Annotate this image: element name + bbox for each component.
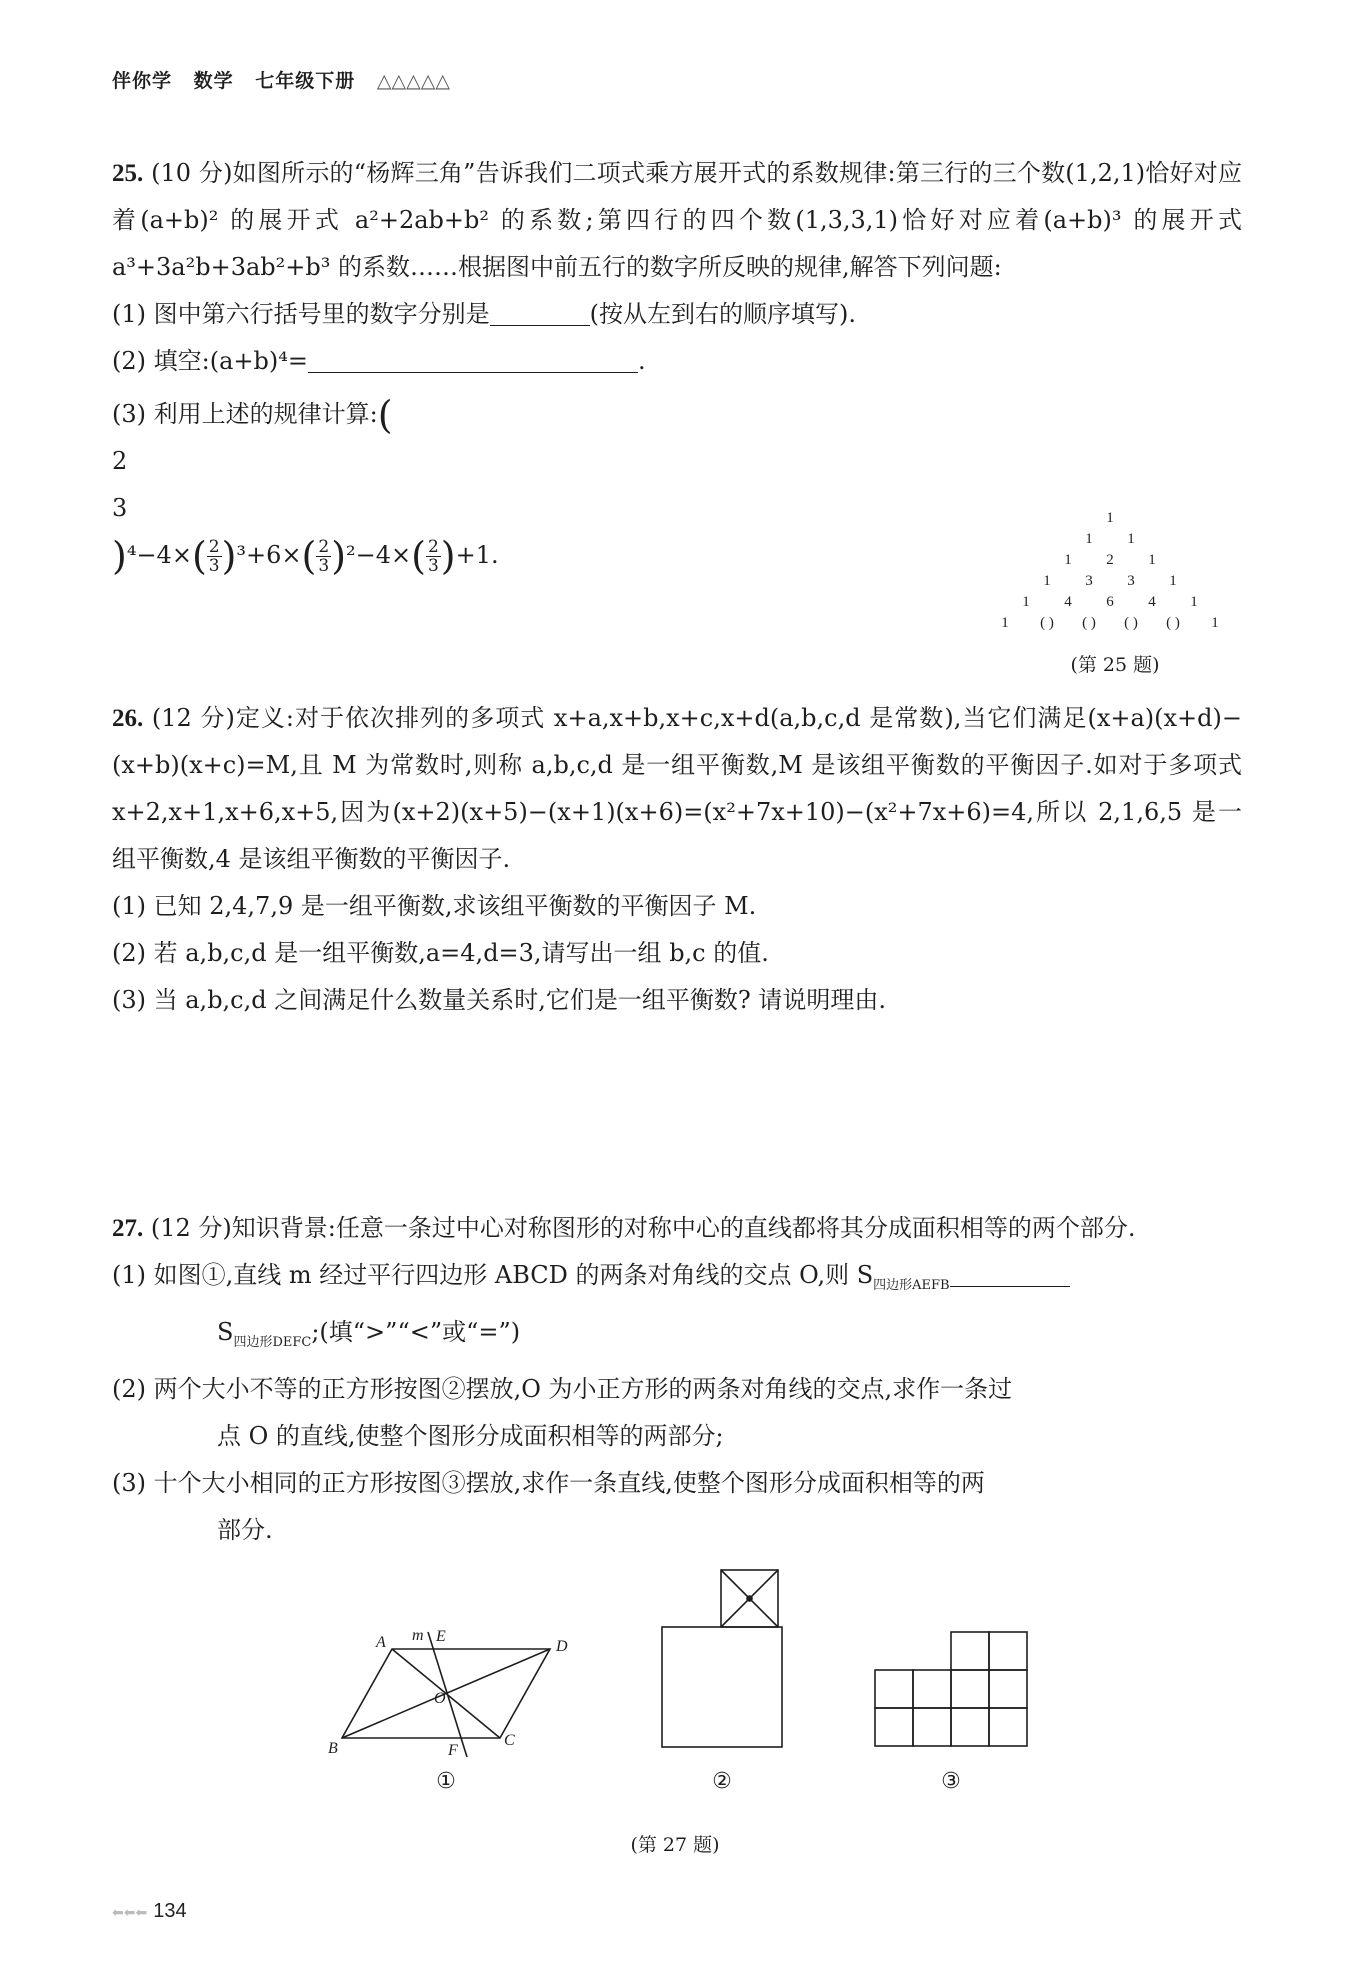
page-number: 134 — [153, 1900, 187, 1922]
grid-cell — [951, 1632, 989, 1670]
triangle-entry: 1 — [1043, 573, 1051, 589]
figure-2-number: ② — [712, 1769, 732, 1794]
expr-part: ³+6× — [236, 541, 302, 569]
triangle-entry: 3 — [1085, 573, 1093, 589]
question-number: 25. — [112, 160, 144, 187]
triangle-entry: 1 — [1127, 531, 1135, 547]
fraction — [426, 538, 441, 575]
figure-3-number: ③ — [941, 1769, 961, 1794]
triangle-entry: 1 — [1148, 552, 1156, 568]
label-d: D — [556, 1638, 568, 1655]
triangle-svg — [990, 508, 1230, 638]
large-square — [662, 1627, 782, 1747]
part-2-cont: 点 O 的直线,使整个图形分成面积相等的两部分; — [217, 1421, 724, 1450]
question-stem: (12 分)知识背景:任意一条过中心对称图形的对称中心的直线都将其分成面积相等的两个部分. — [150, 1214, 1136, 1242]
label-c: C — [504, 1732, 515, 1749]
grid-cell — [951, 1708, 989, 1746]
question-number: 27. — [112, 1215, 144, 1242]
grid-cell — [913, 1708, 951, 1746]
part-2 — [112, 338, 1242, 385]
page-header — [112, 66, 464, 93]
label-f: F — [448, 1742, 458, 1759]
triangle-entry: ( ) — [1166, 615, 1180, 631]
part-1-tail: ;(填“>”“<”或“=”) — [311, 1317, 521, 1346]
subject-label: 数学 — [193, 70, 234, 92]
fraction — [207, 538, 222, 575]
expr-part: ⁴−4× — [126, 541, 192, 569]
fraction — [316, 538, 331, 575]
grid-cell — [989, 1708, 1027, 1746]
triangle-entry: 4 — [1064, 594, 1072, 610]
question-stem: (12 分)定义:对于依次排列的多项式 x+a,x+b,x+c,x+d(a,b,c,d 是常数),当它们满足(x+a)(x+d)−(x+b)(x+c)=M,且 M 为常数时,则称 a,b,c,d 是一组平衡数,M 是该组平衡数的平衡因子.如对于多项式 x+2,x+1,x+6,x+5,因为(x+2)(x+5)−(x+1)(x+6)=(x²+7x+10)−(x²+7x+6)=4,所以 2,1,6,5 是一组平衡数,4 是该组平衡数的平衡因子. — [112, 704, 1242, 873]
triangle-entry: 1 — [1022, 594, 1030, 610]
triangle-entry: 1 — [1211, 615, 1219, 631]
grid-cell — [951, 1670, 989, 1708]
paren-left: ( — [191, 534, 207, 578]
triangle-entry: 1 — [1190, 594, 1198, 610]
triangle-entry: ( ) — [1124, 615, 1138, 631]
part-1-tail: (按从左到右的顺序填写). — [589, 300, 856, 328]
triangle-entry: 6 — [1106, 594, 1114, 610]
fraction-num: 2 — [208, 537, 220, 557]
part-3-cont: 部分. — [217, 1515, 273, 1544]
answer-blank[interactable] — [950, 1262, 1070, 1287]
question-number: 26. — [112, 705, 144, 732]
paren-left: ( — [377, 393, 393, 437]
figure-1-number: ① — [436, 1769, 456, 1794]
paren-right: ) — [331, 534, 347, 578]
paren-right: ) — [221, 534, 237, 578]
fraction-num: 2 — [427, 537, 439, 557]
grid-cell — [913, 1670, 951, 1708]
triangle-entry: 4 — [1148, 594, 1156, 610]
triangle-entry: 1 — [1106, 510, 1114, 526]
figure-1-parallelogram — [342, 1632, 550, 1757]
expr-end: +1. — [455, 541, 499, 569]
diagonal-bd — [342, 1649, 550, 1738]
answer-blank[interactable] — [490, 301, 590, 326]
part-3: (3) 当 a,b,c,d 之间满足什么数量关系时,它们是一组平衡数? 请说明理由. — [112, 986, 886, 1014]
paren-left: ( — [301, 534, 317, 578]
grid-cell — [989, 1632, 1027, 1670]
part-2-tail: . — [637, 347, 646, 375]
triangle-decor: △△△△△ — [376, 70, 450, 92]
part-2: (2) 若 a,b,c,d 是一组平衡数,a=4,d=3,请写出一组 b,c 的值. — [112, 939, 769, 967]
part-3-text: (3) 利用上述的规律计算: — [112, 400, 378, 428]
arrow-icon: ⬅⬅⬅ — [112, 1904, 148, 1920]
part-1 — [112, 1252, 1242, 1309]
expr-part: ²−4× — [346, 541, 412, 569]
fraction-num: 2 — [318, 537, 330, 557]
yanghui-triangle — [990, 508, 1230, 658]
question-27 — [112, 1205, 1242, 1554]
question-stem: (10 分)如图所示的“杨辉三角”告诉我们二项式乘方展开式的系数规律:第三行的三个数(1,2,1)恰好对应着(a+b)² 的展开式 a²+2ab+b² 的系数;第四行的四个数(1,3,3,1)恰好对应着(a+b)³ 的展开式 a³+3a²b+3ab²+b³ 的系数……根据图中前五行的数字所反映的规律,解答下列问题: — [112, 159, 1242, 281]
figure-27-caption: (第 27 题) — [630, 1834, 720, 1856]
triangle-entry: ( ) — [1040, 615, 1054, 631]
part-1: (1) 已知 2,4,7,9 是一组平衡数,求该组平衡数的平衡因子 M. — [112, 892, 757, 920]
label-m: m — [412, 1627, 424, 1644]
area-subscript-1: 四边形AEFB — [873, 1277, 950, 1293]
part-3 — [112, 391, 1242, 438]
triangle-entry: ( ) — [1082, 615, 1096, 631]
part-1-cont — [112, 1309, 1242, 1366]
paren-left: ( — [411, 534, 426, 578]
grid-cell — [989, 1670, 1027, 1708]
figures-27 — [300, 1565, 1260, 1825]
figures-27-svg — [300, 1565, 1260, 1825]
book-title: 伴你学 — [112, 70, 173, 92]
part-2: (2) 两个大小不等的正方形按图②摆放,O 为小正方形的两条对角线的交点,求作一条过 — [112, 1374, 1013, 1403]
figure-25-caption: (第 25 题) — [1070, 654, 1160, 676]
point-o — [747, 1596, 752, 1601]
area-subscript-2: 四边形DEFC — [233, 1334, 312, 1350]
page-footer — [112, 1900, 187, 1923]
part-1-text: (1) 图中第六行括号里的数字分别是 — [112, 300, 490, 328]
triangle-entry: 1 — [1001, 615, 1009, 631]
part-3: (3) 十个大小相同的正方形按图③摆放,求作一条直线,使整个图形分成面积相等的两 — [112, 1468, 985, 1497]
part-2-text: (2) 填空:(a+b)⁴= — [112, 347, 308, 375]
question-26 — [112, 695, 1242, 1024]
paren-right: ) — [112, 534, 127, 578]
label-e: E — [436, 1628, 446, 1645]
fraction-num: 2 — [112, 447, 128, 475]
area-symbol: S — [217, 1317, 234, 1346]
figure-2-squares — [662, 1570, 782, 1747]
triangle-entry: 2 — [1106, 552, 1114, 568]
part-1 — [112, 291, 1242, 338]
grid-cell — [875, 1670, 913, 1708]
figure-3-grid — [875, 1632, 1027, 1746]
triangle-entry: 3 — [1127, 573, 1135, 589]
grid-cell — [875, 1708, 913, 1746]
label-b: B — [328, 1740, 338, 1757]
paren-right: ) — [440, 534, 456, 578]
fraction-den: 3 — [208, 556, 220, 576]
label-a: A — [376, 1634, 386, 1651]
triangle-entry: 1 — [1169, 573, 1177, 589]
grade-label: 七年级下册 — [255, 70, 356, 92]
triangle-entry: 1 — [1064, 552, 1072, 568]
fraction-den: 3 — [112, 494, 128, 522]
fraction-den: 3 — [318, 556, 330, 576]
label-o: O — [434, 1690, 446, 1707]
answer-blank[interactable] — [308, 348, 638, 373]
part-1-text: (1) 如图①,直线 m 经过平行四边形 ABCD 的两条对角线的交点 O,则 S — [112, 1261, 874, 1289]
fraction-den: 3 — [427, 556, 439, 576]
triangle-entry: 1 — [1085, 531, 1093, 547]
